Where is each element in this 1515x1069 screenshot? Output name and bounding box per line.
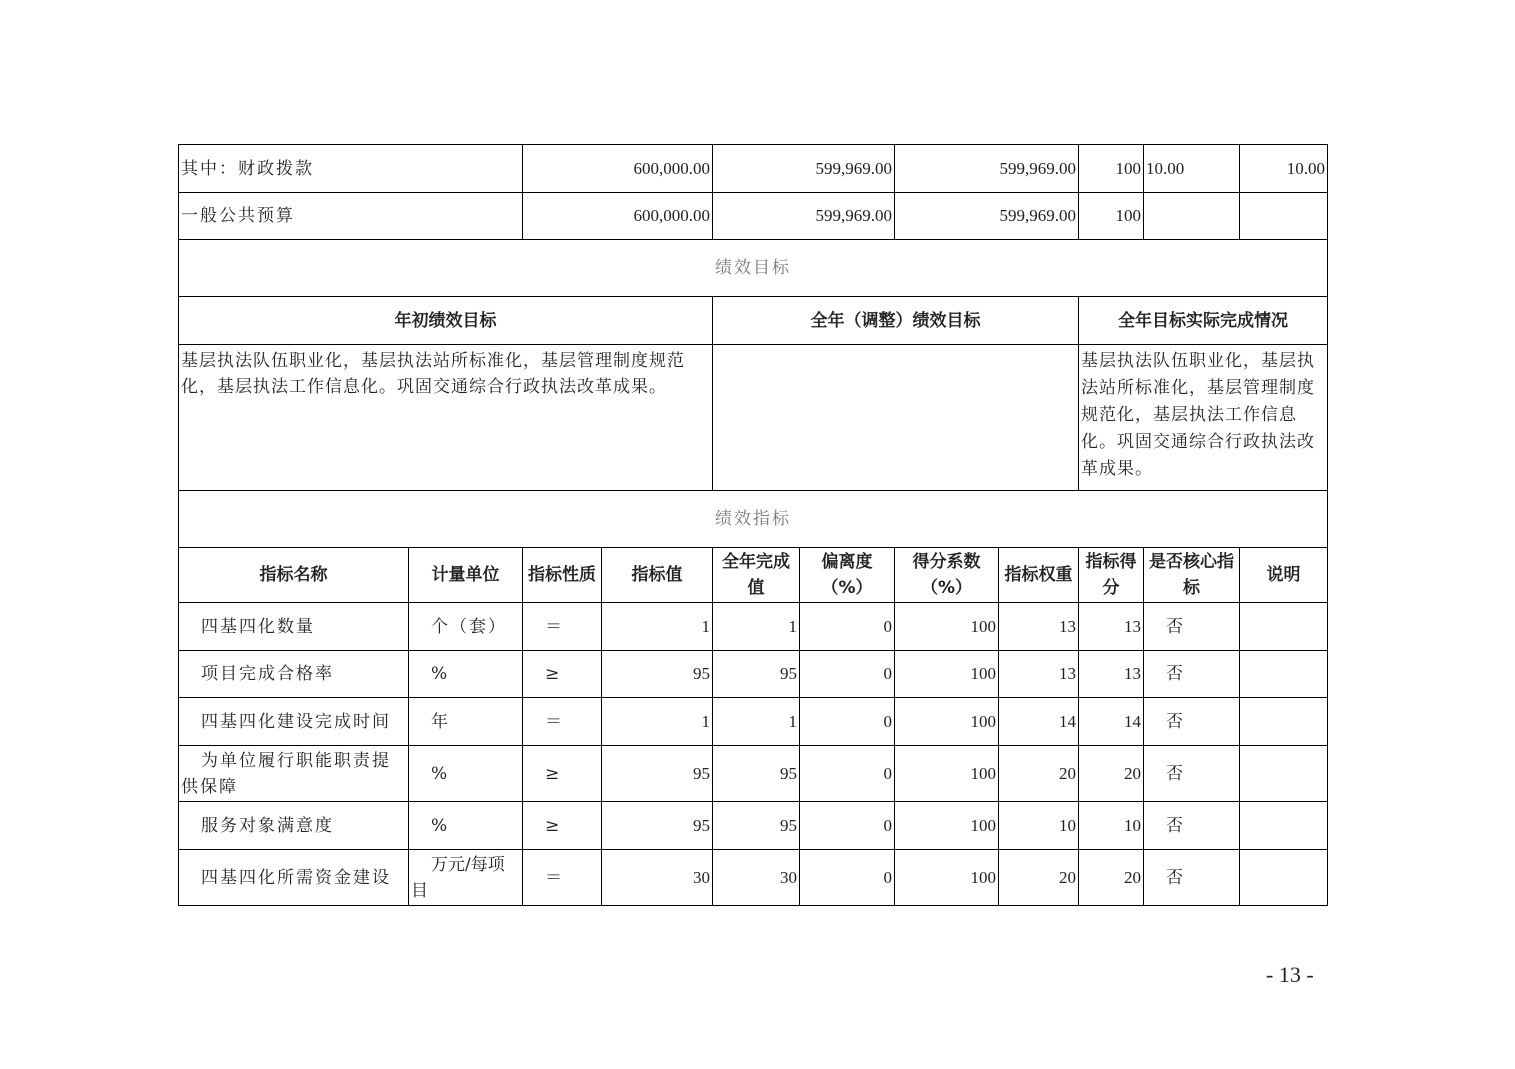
actual-goal-header: 全年目标实际完成情况 (1079, 297, 1328, 345)
indicator-name: 项目完成合格率 (179, 651, 409, 698)
indicators-section-row (179, 491, 1328, 548)
funding-label: 一般公共预算 (179, 193, 523, 240)
indicator-weight: 20 (999, 850, 1079, 906)
funding-rate: 100 (1079, 145, 1144, 193)
indicator-row (179, 603, 1328, 651)
col-header-deviation: 偏离度（%） (800, 548, 895, 603)
indicator-weight: 13 (999, 651, 1079, 698)
indicator-done: 30 (713, 850, 800, 906)
indicator-deviation: 0 (800, 802, 895, 850)
indicator-target: 95 (602, 746, 713, 802)
funding-label: 其中：财政拨款 (179, 145, 523, 193)
col-header-weight: 指标权重 (999, 548, 1079, 603)
indicator-unit: 年 (409, 698, 523, 746)
col-header-nature: 指标性质 (523, 548, 602, 603)
indicator-name (179, 746, 409, 802)
funding-adjusted: 599,969.00 (713, 193, 895, 240)
indicator-note (1240, 850, 1328, 906)
indicator-score: 20 (1079, 850, 1144, 906)
goals-section-title: 绩效目标 (179, 240, 1328, 297)
indicator-nature: ＝ (523, 850, 602, 906)
indicator-core: 否 (1144, 698, 1240, 746)
funding-weight: 10.00 (1144, 145, 1240, 193)
indicator-deviation: 0 (800, 746, 895, 802)
col-header-coefficient: 得分系数（%） (895, 548, 999, 603)
indicator-row (179, 746, 1328, 802)
indicator-coefficient: 100 (895, 802, 999, 850)
col-header-note: 说明 (1240, 548, 1328, 603)
col-header-score: 指标得分 (1079, 548, 1144, 603)
indicator-unit: % (409, 746, 523, 802)
funding-row (179, 145, 1328, 193)
indicator-name-text: 为单位履行职能职责提供保障 (181, 750, 391, 797)
indicator-core: 否 (1144, 850, 1240, 906)
indicator-done: 95 (713, 802, 800, 850)
goals-header-row (179, 297, 1328, 345)
indicator-deviation: 0 (800, 698, 895, 746)
indicators-section-title: 绩效指标 (179, 491, 1328, 548)
indicator-name: 四基四化所需资金建设 (179, 850, 409, 906)
indicator-coefficient: 100 (895, 698, 999, 746)
indicator-deviation: 0 (800, 850, 895, 906)
indicator-weight: 14 (999, 698, 1079, 746)
indicator-unit: 万元/每项目 (409, 850, 523, 906)
indicator-target: 95 (602, 651, 713, 698)
indicator-note (1240, 651, 1328, 698)
performance-table (178, 144, 1328, 906)
funding-weight (1144, 193, 1240, 240)
funding-row (179, 193, 1328, 240)
indicator-done: 1 (713, 603, 800, 651)
indicator-coefficient: 100 (895, 746, 999, 802)
indicator-target: 1 (602, 603, 713, 651)
funding-executed: 599,969.00 (895, 145, 1079, 193)
indicator-note (1240, 802, 1328, 850)
funding-score: 10.00 (1240, 145, 1328, 193)
indicator-score: 20 (1079, 746, 1144, 802)
indicator-nature: ≥ (523, 746, 602, 802)
actual-goal-text: 基层执法队伍职业化，基层执法站所标准化，基层管理制度规范化，基层执法工作信息化。巩固交通综合行政执法改革成果。 (1079, 345, 1328, 491)
indicator-weight: 13 (999, 603, 1079, 651)
indicator-core: 否 (1144, 802, 1240, 850)
indicator-name: 服务对象满意度 (179, 802, 409, 850)
col-header-unit: 计量单位 (409, 548, 523, 603)
col-header-done: 全年完成值 (713, 548, 800, 603)
indicator-done: 1 (713, 698, 800, 746)
indicator-unit: 个（套） (409, 603, 523, 651)
indicator-weight: 20 (999, 746, 1079, 802)
indicator-core: 否 (1144, 603, 1240, 651)
funding-adjusted: 599,969.00 (713, 145, 895, 193)
indicator-core: 否 (1144, 651, 1240, 698)
funding-rate: 100 (1079, 193, 1144, 240)
indicator-core: 否 (1144, 746, 1240, 802)
indicator-nature: ≥ (523, 651, 602, 698)
indicator-name: 四基四化数量 (179, 603, 409, 651)
col-header-target: 指标值 (602, 548, 713, 603)
indicator-coefficient: 100 (895, 850, 999, 906)
initial-goal-header: 年初绩效目标 (179, 297, 713, 345)
goals-content-row (179, 345, 1328, 491)
funding-budget: 600,000.00 (523, 145, 713, 193)
indicator-row (179, 698, 1328, 746)
funding-score (1240, 193, 1328, 240)
col-header-core: 是否核心指标 (1144, 548, 1240, 603)
adjusted-goal-header: 全年（调整）绩效目标 (713, 297, 1079, 345)
indicator-deviation: 0 (800, 651, 895, 698)
indicator-note (1240, 698, 1328, 746)
goals-section-row (179, 240, 1328, 297)
indicator-deviation: 0 (800, 603, 895, 651)
page-number: - 13 - (1266, 962, 1314, 987)
indicator-score: 13 (1079, 651, 1144, 698)
indicator-coefficient: 100 (895, 603, 999, 651)
initial-goal-text: 基层执法队伍职业化，基层执法站所标准化，基层管理制度规范化，基层执法工作信息化。巩固交通综合行政执法改革成果。 (179, 345, 713, 491)
indicator-header-row (179, 548, 1328, 603)
indicator-target: 30 (602, 850, 713, 906)
indicator-row (179, 802, 1328, 850)
indicator-done: 95 (713, 651, 800, 698)
indicator-name: 四基四化建设完成时间 (179, 698, 409, 746)
funding-budget: 600,000.00 (523, 193, 713, 240)
indicator-nature: ＝ (523, 603, 602, 651)
indicator-unit: % (409, 802, 523, 850)
indicator-score: 13 (1079, 603, 1144, 651)
indicator-coefficient: 100 (895, 651, 999, 698)
indicator-target: 95 (602, 802, 713, 850)
indicator-row (179, 850, 1328, 906)
indicator-score: 14 (1079, 698, 1144, 746)
indicator-done: 95 (713, 746, 800, 802)
indicator-weight: 10 (999, 802, 1079, 850)
funding-executed: 599,969.00 (895, 193, 1079, 240)
indicator-nature: ＝ (523, 698, 602, 746)
indicator-row (179, 651, 1328, 698)
indicator-nature: ≥ (523, 802, 602, 850)
indicator-score: 10 (1079, 802, 1144, 850)
adjusted-goal-text (713, 345, 1079, 491)
col-header-name: 指标名称 (179, 548, 409, 603)
indicator-unit: % (409, 651, 523, 698)
indicator-note (1240, 746, 1328, 802)
indicator-note (1240, 603, 1328, 651)
indicator-target: 1 (602, 698, 713, 746)
